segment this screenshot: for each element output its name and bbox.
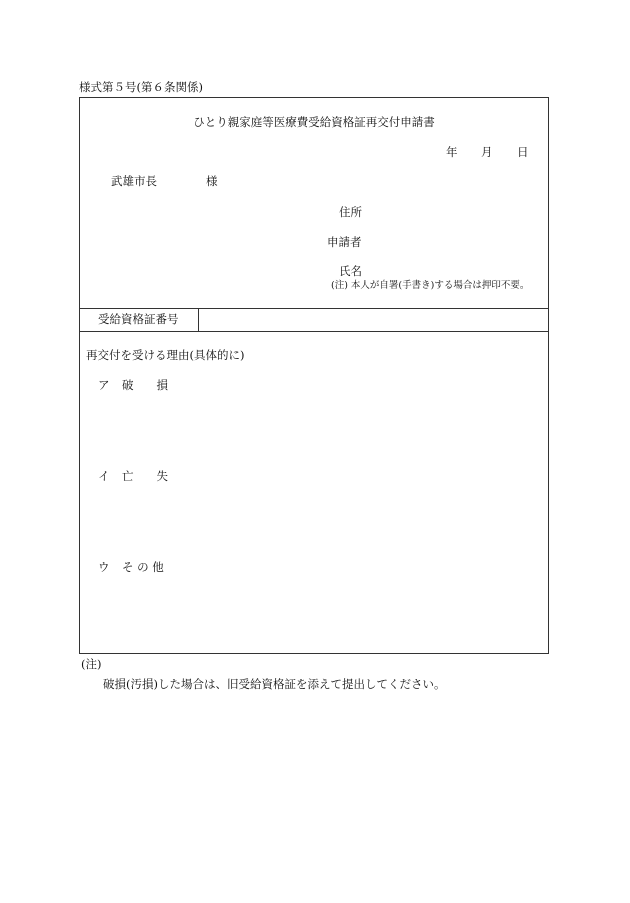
date-day-label: 日 — [517, 145, 529, 159]
certificate-number-label: 受給資格証番号 — [98, 312, 179, 326]
addressee-mayor: 武雄市長 — [111, 174, 157, 188]
reason-option-letter: イ — [98, 469, 110, 483]
seal-note: (注) 本人が自署(手書き)する場合は押印不要。 — [331, 280, 530, 291]
addressee-honorific: 様 — [206, 174, 218, 188]
reason-option-other: そ の 他 — [122, 560, 164, 574]
reason-heading: 再交付を受ける理由(具体的に) — [86, 348, 245, 362]
divider-certificate-top — [80, 308, 548, 309]
date-month-label: 月 — [481, 145, 493, 159]
address-label: 住所 — [339, 205, 362, 219]
form-number: 様式第５号(第６条関係) — [79, 80, 203, 94]
applicant-label: 申請者 — [327, 235, 362, 249]
footer-note-text: 破損(汚損)した場合は、旧受給資格証を添えて提出してください。 — [103, 677, 446, 691]
divider-certificate-bottom — [80, 331, 548, 332]
form-title: ひとり親家庭等医療費受給資格証再交付申請書 — [193, 115, 435, 129]
reason-option-letter: ア — [98, 378, 110, 392]
reason-option-letter: ウ — [98, 560, 110, 574]
reason-option-damage: 破 損 — [122, 378, 168, 392]
divider-certificate-cell — [198, 308, 199, 331]
name-label: 氏名 — [339, 264, 362, 278]
footer-note-heading: (注) — [81, 657, 102, 671]
reason-option-loss: 亡 失 — [122, 469, 168, 483]
application-form — [79, 97, 549, 654]
date-year-label: 年 — [446, 145, 458, 159]
